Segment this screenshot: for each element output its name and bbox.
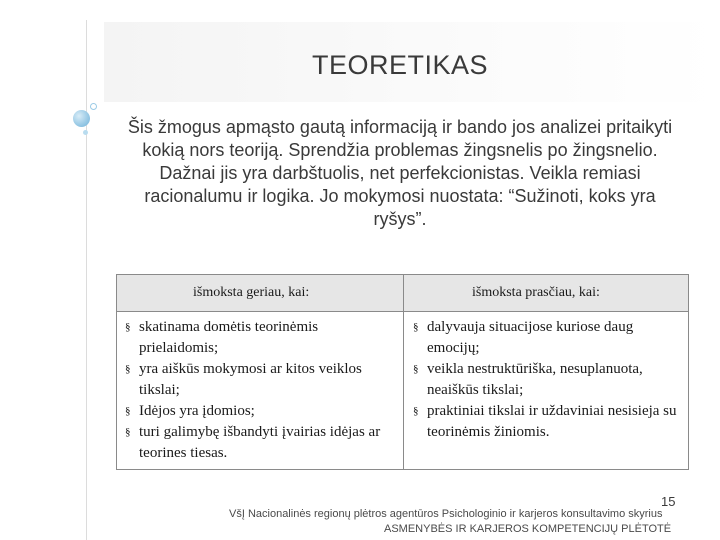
bullet-icon: § [413, 405, 419, 417]
list-item: § veikla nestruktūriška, nesuplanuota, neaiškūs tikslai; [413, 361, 643, 398]
page-number: 15 [661, 494, 676, 509]
bullet-icon: § [125, 363, 131, 375]
list-item: § praktiniai tikslai ir uždaviniai nesisieja su teorinėmis žiniomis. [413, 403, 677, 440]
decorative-vertical-line [86, 20, 87, 540]
decorative-tiny-circle-icon [83, 130, 88, 135]
bullet-icon: § [125, 405, 131, 417]
table-header-learns-better: išmoksta geriau, kai: [193, 285, 310, 300]
list-item: § turi galimybę išbandyti įvairias idėjas ar teorines tiesas. [125, 424, 381, 461]
bullet-icon: § [125, 321, 131, 333]
footer-organization: VšĮ Nacionalinės regionų plėtros agentūros Psichologinio ir karjeros konsultavimo skyrius [229, 508, 663, 520]
table-column-divider [403, 275, 404, 469]
intro-paragraph: Šis žmogus apmąsto gautą informaciją ir bando jos analizei pritaikyti kokią nors teoriją. Sprendžia problemas žingsnelis po žingsnelio. Dažnai jis yra darbštuolis, net perfekcionistas. Veikla remiasi racionalumu ir logika. Jo mokymosi nuostata: “Sužinoti, koks yra ryšys”. [127, 117, 673, 229]
decorative-circle-icon [73, 110, 90, 127]
bullet-icon: § [125, 426, 131, 438]
learns-worse-list [413, 317, 685, 443]
decorative-small-circle-icon [90, 103, 97, 110]
table-header-learns-worse: išmoksta prasčiau, kai: [472, 285, 600, 300]
learns-better-list [125, 317, 395, 464]
list-item: § dalyvauja situacijose kuriose daug emocijų; [413, 319, 634, 356]
bullet-icon: § [413, 321, 419, 333]
list-item: § skatinama domėtis teorinėmis prielaidomis; [125, 319, 319, 356]
footer-course-title: ASMENYBĖS IR KARJEROS KOMPETENCIJŲ PLĖTOTĖ [384, 523, 672, 535]
list-item: § yra aiškūs mokymosi ar kitos veiklos tikslai; [125, 361, 362, 398]
slide-title: TEORETIKAS [311, 50, 489, 80]
list-item: § Idėjos yra įdomios; [125, 401, 395, 422]
comparison-table [116, 274, 689, 470]
bullet-icon: § [413, 363, 419, 375]
